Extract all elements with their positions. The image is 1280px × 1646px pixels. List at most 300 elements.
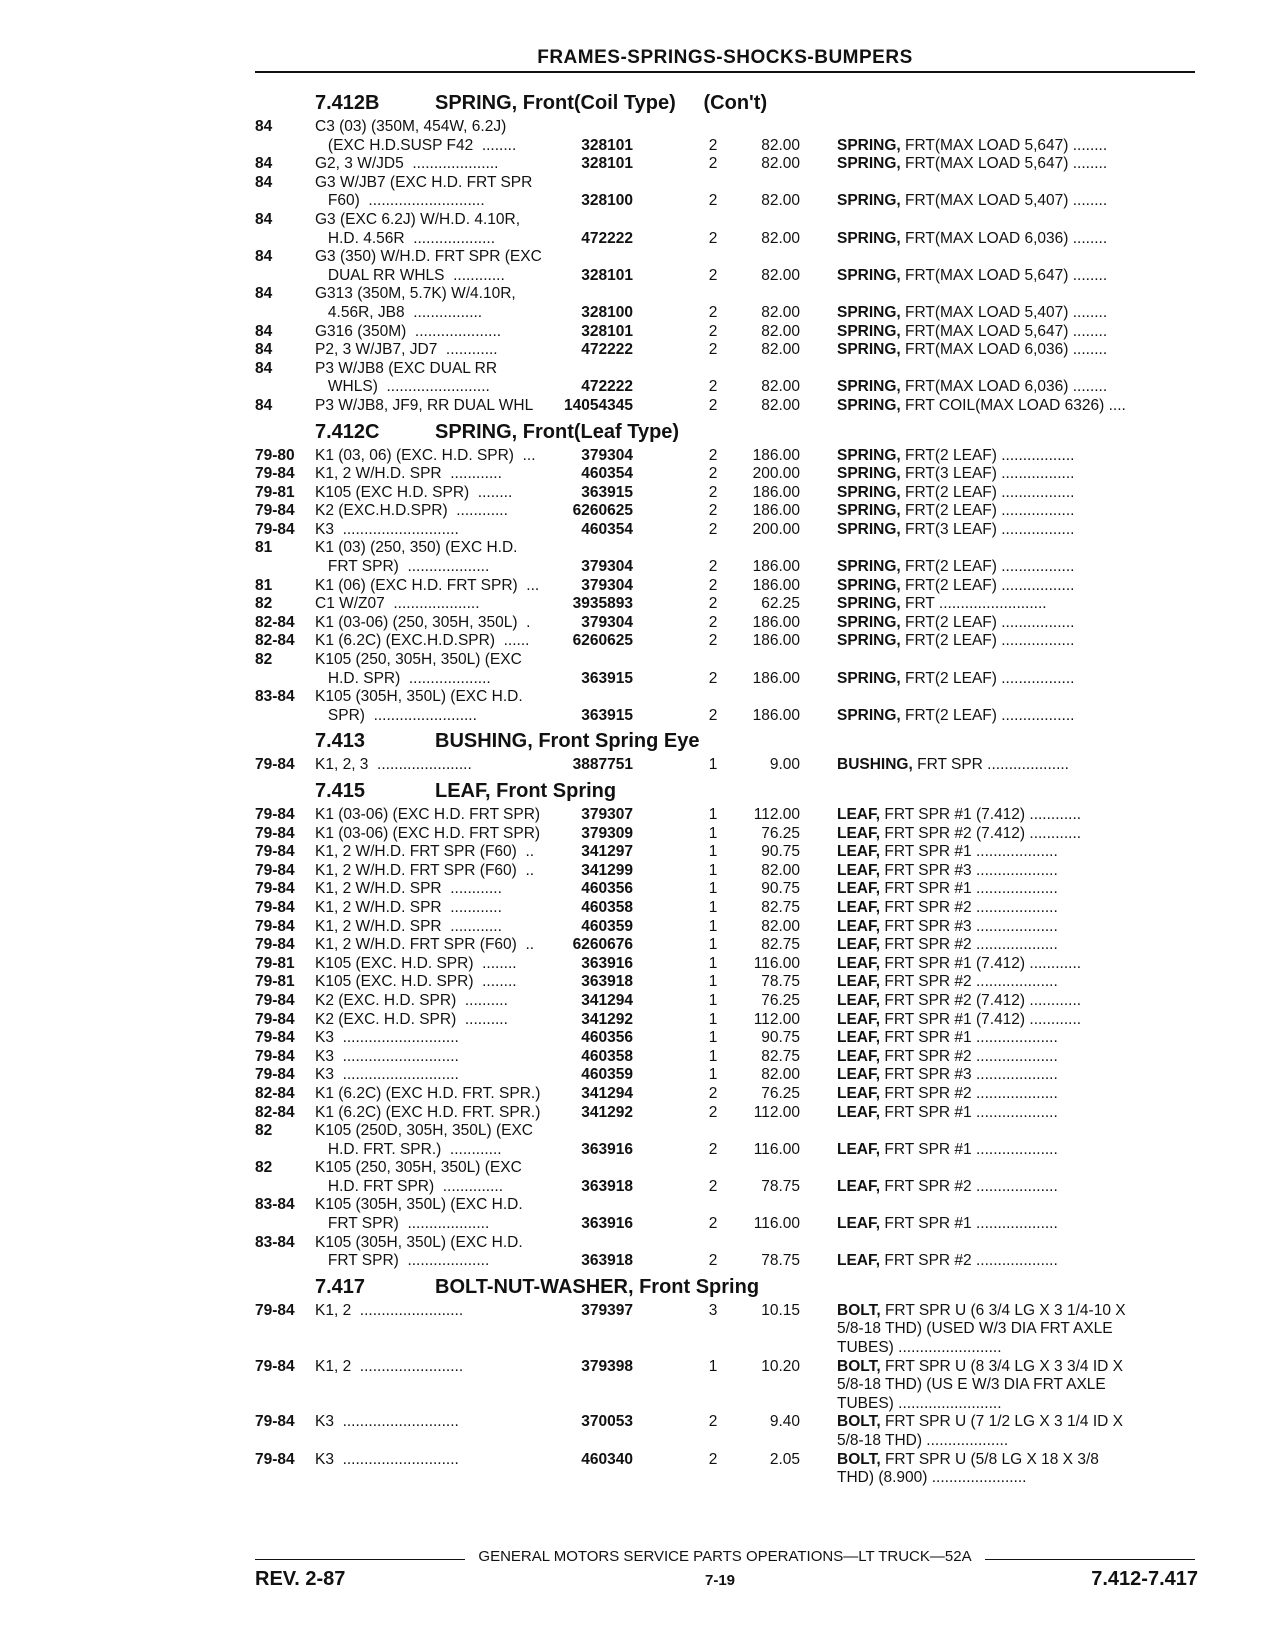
- part-number: 6260625: [572, 632, 633, 650]
- model-line: G3 (EXC 6.2J) W/H.D. 4.10R,: [315, 210, 520, 228]
- model-line: FRT SPR) ...................: [315, 1252, 490, 1270]
- model-line: K3 ...........................: [315, 520, 459, 538]
- description-text: FRT(MAX LOAD 6,036) ........: [905, 341, 1108, 359]
- part-row: [255, 248, 1200, 285]
- model-line: K105 (250, 305H, 350L) (EXC: [315, 651, 522, 669]
- model-line: H.D. SPR) ...................: [315, 669, 491, 687]
- model-application: [315, 577, 539, 596]
- part-name: BOLT,: [837, 1301, 881, 1319]
- model-line: K2 (EXC. H.D. SPR) ..........: [315, 991, 508, 1009]
- part-number: 328100: [581, 192, 633, 210]
- model-application: [315, 955, 517, 974]
- description-line: [837, 880, 1197, 899]
- section-heading: [255, 728, 1200, 756]
- price: 9.40: [769, 1413, 800, 1431]
- quantity: 3: [708, 1301, 718, 1319]
- part-description: [837, 1048, 1197, 1067]
- model-application: [315, 806, 540, 825]
- model-line: P3 W/JB8 (EXC DUAL RR: [315, 359, 498, 377]
- price: 82.00: [761, 861, 800, 879]
- model-year: 84: [255, 285, 273, 303]
- part-row: [255, 1048, 1200, 1067]
- part-description: [837, 378, 1197, 397]
- model-application: [315, 539, 517, 576]
- description-text: FRT SPR U (8 3/4 LG X 3 3/4 ID X: [884, 1357, 1123, 1375]
- part-row: [255, 806, 1200, 825]
- footer-revision: REV. 2-87: [255, 1568, 346, 1590]
- description-text: FRT COIL(MAX LOAD 6326) ....: [905, 396, 1126, 414]
- part-description: [837, 192, 1197, 211]
- description-text: FRT SPR #2 ...................: [884, 1084, 1058, 1102]
- part-number: 370053: [581, 1413, 633, 1431]
- part-description: [837, 323, 1197, 342]
- model-year: 84: [255, 173, 273, 191]
- model-line: K1 (03-06) (250, 305H, 350L) .: [315, 613, 531, 631]
- model-year: 79-84: [255, 465, 295, 483]
- description-line: [837, 843, 1197, 862]
- model-line: K105 (305H, 350L) (EXC H.D.: [315, 688, 523, 706]
- quantity: 2: [708, 558, 718, 576]
- model-application: [315, 1122, 533, 1159]
- part-row: [255, 521, 1200, 540]
- model-line: K3 ...........................: [315, 1029, 459, 1047]
- quantity: 1: [708, 806, 718, 823]
- price: 82.00: [761, 266, 800, 284]
- price: 186.00: [752, 576, 800, 594]
- description-line: [837, 378, 1197, 397]
- model-year: 79-84: [255, 861, 295, 879]
- part-name: SPRING,: [837, 483, 901, 501]
- part-name: SPRING,: [837, 155, 901, 173]
- model-year: 79-81: [255, 483, 295, 501]
- quantity: 2: [708, 229, 718, 247]
- model-line: K105 (250D, 305H, 350L) (EXC: [315, 1122, 533, 1140]
- part-name: SPRING,: [837, 303, 901, 321]
- part-row: [255, 992, 1200, 1011]
- model-year: 82: [255, 1122, 273, 1140]
- price: 2.05: [769, 1450, 800, 1468]
- model-year: 82: [255, 651, 273, 669]
- part-name: LEAF,: [837, 1066, 881, 1084]
- price: 82.75: [761, 898, 800, 916]
- model-year: 84: [255, 341, 273, 359]
- part-number: 460356: [581, 880, 633, 898]
- model-application: [315, 973, 517, 992]
- model-line: K105 (EXC H.D. SPR) ........: [315, 483, 513, 501]
- part-row: [255, 174, 1200, 211]
- description-line: [837, 1358, 1197, 1377]
- part-number: 328101: [581, 136, 633, 154]
- part-name: LEAF,: [837, 1215, 881, 1233]
- description-text: FRT(MAX LOAD 5,647) ........: [905, 155, 1108, 173]
- model-line: C1 W/Z07 ....................: [315, 595, 480, 613]
- model-application: [315, 341, 498, 360]
- quantity: 2: [708, 669, 718, 687]
- part-row: [255, 843, 1200, 862]
- part-description: [837, 992, 1197, 1011]
- description-text: FRT SPR #2 ...................: [884, 898, 1058, 916]
- part-row: [255, 825, 1200, 844]
- model-year: 79-84: [255, 898, 295, 916]
- part-number: 379398: [581, 1357, 633, 1375]
- price: 82.00: [761, 229, 800, 247]
- part-number: 379304: [581, 558, 633, 576]
- model-application: [315, 174, 532, 211]
- part-number: 460354: [581, 520, 633, 538]
- price: 82.00: [761, 917, 800, 935]
- section-number: 7.417: [315, 1275, 366, 1298]
- description-line: [837, 1339, 1197, 1358]
- part-name: SPRING,: [837, 502, 901, 520]
- part-name: LEAF,: [837, 973, 881, 991]
- model-application: [315, 899, 502, 918]
- model-application: [315, 825, 540, 844]
- description-line: [837, 595, 1197, 614]
- model-year: 84: [255, 322, 273, 340]
- part-row: [255, 577, 1200, 596]
- part-row: [255, 285, 1200, 322]
- description-line: [837, 918, 1197, 937]
- section-title: BUSHING, Front Spring Eye: [435, 730, 700, 753]
- quantity: 2: [708, 1084, 718, 1102]
- description-line: [837, 1215, 1197, 1234]
- description-text: FRT(MAX LOAD 5,647) ........: [905, 136, 1108, 154]
- description-line: [837, 1085, 1197, 1104]
- model-line: K1 (6.2C) (EXC H.D. FRT. SPR.): [315, 1103, 541, 1121]
- part-row: [255, 595, 1200, 614]
- price: 112.00: [753, 1103, 800, 1121]
- part-row: [255, 1358, 1200, 1414]
- description-line: [837, 806, 1197, 825]
- part-description: [837, 304, 1197, 323]
- description-line: [837, 447, 1197, 466]
- price: 78.75: [761, 973, 800, 991]
- description-line: [837, 955, 1197, 974]
- part-description: [837, 973, 1197, 992]
- price: 82.00: [761, 396, 800, 414]
- part-number: 328101: [581, 155, 633, 173]
- model-application: [315, 285, 516, 322]
- part-row: [255, 862, 1200, 881]
- model-application: [315, 1413, 459, 1432]
- part-name: LEAF,: [837, 824, 881, 842]
- model-line: WHLS) ........................: [315, 378, 490, 396]
- model-year: 79-84: [255, 756, 295, 774]
- quantity: 1: [708, 898, 718, 916]
- description-line: [837, 304, 1197, 323]
- quantity: 2: [708, 446, 718, 464]
- part-description: [837, 1104, 1197, 1123]
- part-name: SPRING,: [837, 595, 901, 613]
- part-name: SPRING,: [837, 322, 901, 340]
- part-name: LEAF,: [837, 1103, 881, 1121]
- model-application: [315, 1104, 540, 1123]
- header-rule: [255, 71, 1195, 73]
- part-row: [255, 955, 1200, 974]
- part-name: SPRING,: [837, 465, 901, 483]
- quantity: 2: [708, 1103, 718, 1121]
- description-text: FRT SPR #1 (7.412) ............: [884, 806, 1082, 823]
- description-text: FRT .........................: [905, 595, 1047, 613]
- part-number: 379397: [581, 1301, 633, 1319]
- description-line: [837, 899, 1197, 918]
- description-text: FRT SPR #3 ...................: [884, 917, 1058, 935]
- part-description: [837, 862, 1197, 881]
- part-number: 460356: [581, 1029, 633, 1047]
- section-heading: [255, 419, 1200, 447]
- description-line: [837, 632, 1197, 651]
- part-name: LEAF,: [837, 991, 881, 1009]
- model-line: K105 (EXC. H.D. SPR) ........: [315, 973, 517, 991]
- part-name: LEAF,: [837, 1140, 881, 1158]
- part-name: LEAF,: [837, 880, 881, 898]
- part-row: [255, 1451, 1200, 1488]
- part-row: [255, 1413, 1200, 1450]
- description-text: FRT SPR #2 ...................: [884, 1177, 1058, 1195]
- description-line: [837, 1413, 1197, 1432]
- part-row: [255, 1085, 1200, 1104]
- quantity: 2: [708, 136, 718, 154]
- part-number: 328101: [581, 322, 633, 340]
- quantity: 2: [708, 322, 718, 340]
- quantity: 2: [708, 632, 718, 650]
- model-line: K1, 2 W/H.D. SPR ............: [315, 880, 502, 898]
- model-line: K1, 2 W/H.D. FRT SPR (F60) ..: [315, 861, 535, 879]
- description-text: 5/8-18 THD) ...................: [837, 1432, 1009, 1450]
- price: 82.00: [761, 1066, 800, 1084]
- part-name: SPRING,: [837, 266, 901, 284]
- model-line: H.D. FRT. SPR.) ............: [315, 1140, 502, 1158]
- model-year: 84: [255, 118, 273, 135]
- model-line: G316 (350M) ....................: [315, 322, 502, 340]
- description-text: FRT SPR #1 (7.412) ............: [884, 1010, 1082, 1028]
- price: 82.75: [761, 936, 800, 954]
- model-year: 83-84: [255, 1233, 295, 1251]
- part-name: BOLT,: [837, 1450, 881, 1468]
- price: 90.75: [761, 1029, 800, 1047]
- model-year: 79-84: [255, 1413, 295, 1431]
- part-number: 363918: [581, 973, 633, 991]
- price: 82.00: [761, 378, 800, 396]
- model-application: [315, 248, 542, 285]
- part-number: 3935893: [572, 595, 633, 613]
- part-row: [255, 1066, 1200, 1085]
- part-number: 379304: [581, 446, 633, 464]
- part-number: 363915: [581, 483, 633, 501]
- description-text: FRT(2 LEAF) .................: [905, 669, 1075, 687]
- part-name: SPRING,: [837, 706, 901, 724]
- model-line: G2, 3 W/JD5 ....................: [315, 155, 499, 173]
- description-line: [837, 465, 1197, 484]
- quantity: 1: [708, 917, 718, 935]
- part-number: 14054345: [564, 396, 633, 414]
- model-year: 83-84: [255, 688, 295, 706]
- description-line: [837, 670, 1197, 689]
- quantity: 2: [708, 396, 718, 414]
- quantity: 1: [708, 973, 718, 991]
- price: 186.00: [752, 502, 800, 520]
- part-description: [837, 1413, 1197, 1450]
- model-line: K1, 2 ........................: [315, 1357, 464, 1375]
- description-text: FRT SPR #1 ...................: [884, 843, 1058, 861]
- part-row: [255, 756, 1200, 775]
- model-application: [315, 1085, 540, 1104]
- model-year: 81: [255, 539, 273, 557]
- part-description: [837, 558, 1197, 577]
- description-text: THD) (8.900) ......................: [837, 1469, 1027, 1487]
- model-line: K3 ...........................: [315, 1066, 459, 1084]
- part-number: 6260676: [572, 936, 633, 954]
- part-name: LEAF,: [837, 898, 881, 916]
- description-text: FRT(MAX LOAD 6,036) ........: [905, 229, 1108, 247]
- model-application: [315, 992, 508, 1011]
- model-line: 4.56R, JB8 ................: [315, 303, 483, 321]
- model-application: [315, 880, 502, 899]
- price: 186.00: [752, 706, 800, 724]
- footer-publisher: GENERAL MOTORS SERVICE PARTS OPERATIONS—LT TRUCK—52A: [478, 1548, 972, 1565]
- quantity: 2: [708, 378, 718, 396]
- quantity: 1: [708, 1066, 718, 1084]
- part-description: [837, 880, 1197, 899]
- part-row: [255, 211, 1200, 248]
- model-year: 79-80: [255, 446, 295, 464]
- price: 82.75: [761, 1047, 800, 1065]
- model-year: 84: [255, 396, 273, 414]
- model-line: G3 W/JB7 (EXC H.D. FRT SPR: [315, 173, 533, 191]
- model-application: [315, 843, 534, 862]
- part-number: 363915: [581, 706, 633, 724]
- description-text: FRT(3 LEAF) .................: [905, 520, 1075, 538]
- model-application: [315, 1159, 522, 1196]
- part-row: [255, 1104, 1200, 1123]
- model-line: F60) ...........................: [315, 192, 485, 210]
- description-line: [837, 825, 1197, 844]
- model-line: K105 (305H, 350L) (EXC H.D.: [315, 1233, 523, 1251]
- model-year: 79-84: [255, 806, 295, 823]
- description-text: FRT SPR #2 ...................: [884, 1047, 1058, 1065]
- model-year: 79-84: [255, 917, 295, 935]
- part-description: [837, 1029, 1197, 1048]
- part-name: BUSHING,: [837, 756, 913, 774]
- price: 112.00: [753, 1010, 800, 1028]
- part-row: [255, 397, 1200, 416]
- model-application: [315, 1011, 508, 1030]
- part-name: LEAF,: [837, 1029, 881, 1047]
- description-text: 5/8-18 THD) (USED W/3 DIA FRT AXLE: [837, 1320, 1113, 1338]
- model-application: [315, 1234, 523, 1271]
- part-name: LEAF,: [837, 1177, 881, 1195]
- quantity: 2: [708, 502, 718, 520]
- part-row: [255, 360, 1200, 397]
- part-description: [837, 670, 1197, 689]
- description-line: [837, 323, 1197, 342]
- description-text: FRT(3 LEAF) .................: [905, 465, 1075, 483]
- quantity: 2: [708, 303, 718, 321]
- part-row: [255, 936, 1200, 955]
- footer-section-range: 7.412-7.417: [1091, 1568, 1198, 1590]
- price: 76.25: [761, 1084, 800, 1102]
- part-description: [837, 918, 1197, 937]
- part-name: SPRING,: [837, 396, 901, 414]
- part-name: SPRING,: [837, 613, 901, 631]
- model-application: [315, 862, 534, 881]
- part-name: BOLT,: [837, 1413, 881, 1431]
- price: 9.00: [769, 756, 800, 774]
- part-number: 3887751: [572, 756, 633, 774]
- description-line: [837, 1141, 1197, 1160]
- description-text: FRT SPR ...................: [917, 756, 1069, 774]
- model-year: 79-84: [255, 991, 295, 1009]
- quantity: 2: [708, 1215, 718, 1233]
- price: 186.00: [752, 613, 800, 631]
- model-year: 82-84: [255, 1103, 295, 1121]
- model-year: 84: [255, 359, 273, 377]
- part-description: [837, 230, 1197, 249]
- description-line: [837, 1320, 1197, 1339]
- part-description: [837, 577, 1197, 596]
- part-description: [837, 1085, 1197, 1104]
- part-description: [837, 1451, 1197, 1488]
- part-description: [837, 484, 1197, 503]
- quantity: 2: [708, 483, 718, 501]
- part-number: 328101: [581, 266, 633, 284]
- part-row: [255, 880, 1200, 899]
- part-row: [255, 614, 1200, 633]
- price: 186.00: [752, 483, 800, 501]
- part-row: [255, 1122, 1200, 1159]
- quantity: 2: [708, 465, 718, 483]
- part-row: [255, 1029, 1200, 1048]
- model-line: K3 ...........................: [315, 1450, 459, 1468]
- description-line: [837, 341, 1197, 360]
- price: 78.75: [761, 1252, 800, 1270]
- description-line: [837, 862, 1197, 881]
- model-line: G313 (350M, 5.7K) W/4.10R,: [315, 285, 516, 303]
- model-year: 79-84: [255, 502, 295, 520]
- model-application: [315, 1066, 459, 1085]
- description-text: FRT SPR #1 ...................: [884, 1215, 1058, 1233]
- model-line: K1, 2 W/H.D. FRT SPR (F60) ..: [315, 843, 535, 861]
- part-number: 341292: [581, 1010, 633, 1028]
- quantity: 2: [708, 1450, 718, 1468]
- part-row: [255, 918, 1200, 937]
- model-application: [315, 323, 501, 342]
- description-text: FRT SPR #2 (7.412) ............: [884, 991, 1082, 1009]
- part-row: [255, 323, 1200, 342]
- part-number: 472222: [581, 378, 633, 396]
- part-name: SPRING,: [837, 136, 901, 154]
- section-heading: [255, 90, 1200, 118]
- description-text: FRT SPR #1 (7.412) ............: [884, 954, 1082, 972]
- description-line: [837, 521, 1197, 540]
- model-application: [315, 465, 502, 484]
- description-line: [837, 192, 1197, 211]
- description-line: [837, 973, 1197, 992]
- description-text: FRT SPR #1 ...................: [884, 1103, 1058, 1121]
- price: 76.25: [761, 991, 800, 1009]
- model-line: P3 W/JB8, JF9, RR DUAL WHL: [315, 396, 534, 414]
- part-number: 341297: [581, 843, 633, 861]
- part-description: [837, 521, 1197, 540]
- price: 200.00: [752, 465, 800, 483]
- part-number: 6260625: [572, 502, 633, 520]
- model-line: K1, 2 W/H.D. SPR ............: [315, 465, 502, 483]
- quantity: 1: [708, 1029, 718, 1047]
- description-text: FRT(2 LEAF) .................: [905, 558, 1075, 576]
- description-line: [837, 267, 1197, 286]
- model-application: [315, 521, 459, 540]
- model-application: [315, 614, 530, 633]
